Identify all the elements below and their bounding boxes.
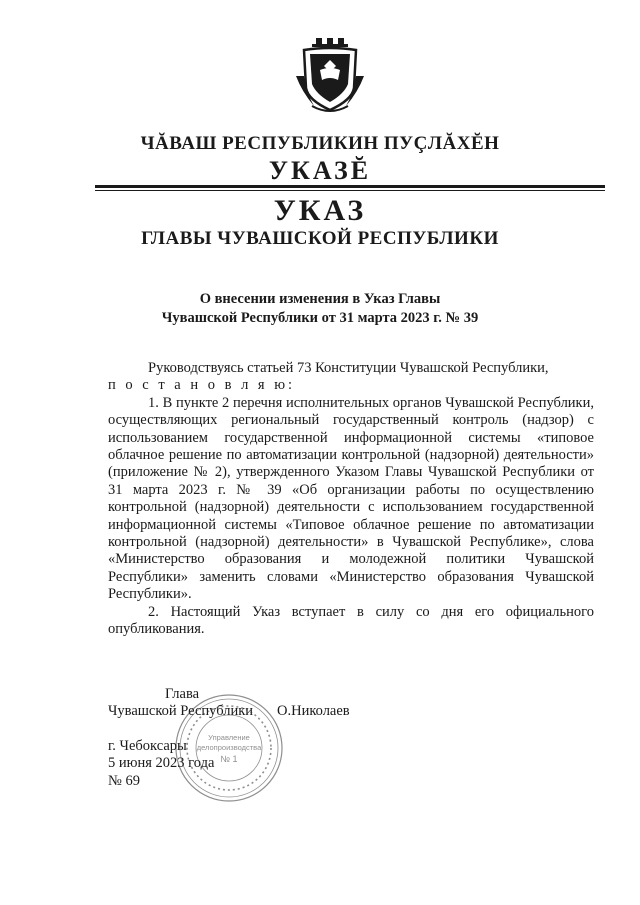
issue-city: г. Чебоксары xyxy=(108,738,187,754)
header-divider xyxy=(95,185,605,188)
stamp-line-3: № 1 xyxy=(220,754,238,764)
header-divider-thin xyxy=(95,190,605,191)
body-paragraph-2: 2. Настоящий Указ вступает в силу со дня его официального опубликования. xyxy=(108,603,594,638)
title-line-2: Чувашской Республики от 31 марта 2023 г. № 39 xyxy=(161,310,479,326)
document-title xyxy=(0,290,640,328)
stamp-line-1: Управление xyxy=(208,733,250,742)
issue-number: № 69 xyxy=(108,772,140,789)
body-intro: Руководствуясь статьей 73 Конституции Чувашской Республики, xyxy=(148,360,549,376)
issue-date: 5 июня 2023 года xyxy=(108,755,215,772)
official-stamp-icon xyxy=(173,692,285,804)
body-paragraph-1: 1. В пункте 2 перечня исполнительных органов Чувашской Республики, осуществляющих региональный государственный контроль (надзор) с использованием государственной информационной системы «типовое облачное решение по автоматизации контрольной (надзорной) деятельности» (приложение № 2), утвержденного Указом Главы Чувашской Республики от 31 марта 2023 г. № 39 «Об организации работы по осуществлению контрольной (надзорной) деятельности с использованием государственной информационной системы «Типовое облачное решение по автоматизации контрольной (надзорной) деятельности» в Чувашской Республике», слова «Министерство образования и молодежной политики Чувашской Республики» заменить словами «Министерство образования Чувашской Республики». xyxy=(108,394,594,603)
header-chuvash-ukaz: УКАЗĔ xyxy=(268,156,372,185)
title-line-1: О внесении изменения в Указ Главы xyxy=(199,291,441,307)
signature-position-line-1: Глава xyxy=(165,686,200,702)
signature-name: О.Николаев xyxy=(277,703,350,719)
header-russian-title: ГЛАВЫ ЧУВАШСКОЙ РЕСПУБЛИКИ xyxy=(141,228,499,249)
chuvash-emblem-icon xyxy=(294,36,366,116)
header-chuvash-title: ЧĂВАШ РЕСПУБЛИКИН ПУÇЛĂХĔН xyxy=(140,133,500,154)
signature-position-line-2: Чувашской Республики xyxy=(108,703,254,719)
stamp-line-2: делопроизводства xyxy=(196,743,262,752)
header-russian-ukaz: УКАЗ xyxy=(273,194,367,227)
document-body xyxy=(108,360,594,639)
body-postanovlyayu: п о с т а н о в л я ю: xyxy=(108,377,296,394)
